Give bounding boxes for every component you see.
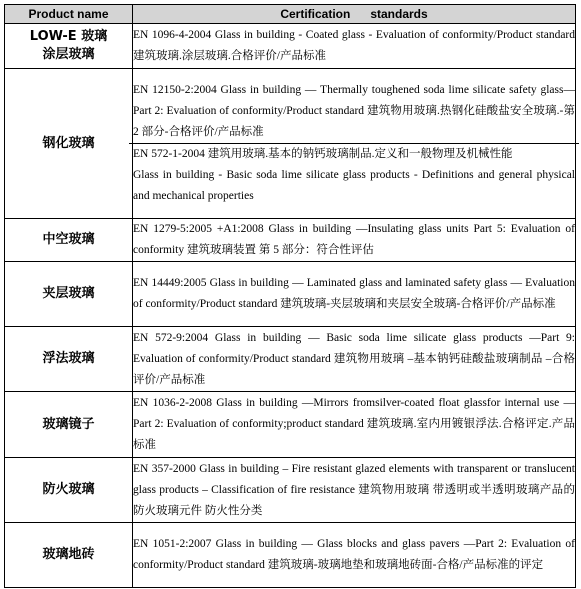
product-glass-floor-tile: 玻璃地砖 [5,523,133,588]
standard-text: EN 1279-5:2005 +A1:2008 Glass in building —Insulating glass units Part 5: Evaluation of conformity 建筑玻璃装置 第 5 部分：符合性评估 [133,223,575,256]
standard-text: EN 1051-2:2007 Glass in building — Glass blocks and glass pavers —Part 2: Evaluation of conformity/Product standard 建筑玻璃-玻璃地垫和玻璃地砖面-合格/产品标准的评定 [133,538,575,571]
certification-standards-header: Certification standards [133,5,576,24]
standard-text: EN 12150-2:2004 Glass in building — Thermally toughened soda lime silicate safety glass—Part 2: Evaluation of conformity/Product standard 建筑物用玻璃.热钢化硅酸盐安全玻璃.-第 2 部分-合格评价/产品标准 [133,84,575,138]
standard-cell [133,458,576,523]
table-row [5,327,576,392]
standard-text: EN 1096-4-2004 Glass in building - Coated glass - Evaluation of conformity/Product standard 建筑玻璃.涂层玻璃.合格评价/产品标准 [133,29,575,62]
table-row [5,69,576,219]
standard-text: EN 14449:2005 Glass in building — Laminated glass and laminated safety glass — Evaluation of conformity/Product standard 建筑玻璃-夹层玻璃和夹层安全玻璃-合格评价/产品标准 [133,277,575,310]
standard-text: EN 572-9:2004 Glass in building — Basic soda lime silicate glass products —Part 9: Evaluation of conformity/Product standard 建筑物用玻璃 –基本钠钙硅酸盐玻璃制品 –合格评价/产品标准 [133,331,575,386]
standard-cell [133,392,576,458]
product-float-glass: 浮法玻璃 [5,327,133,392]
product-glass-mirror: 玻璃镜子 [5,392,133,458]
product-laminated-glass: 夹层玻璃 [5,262,133,327]
standard-cell [133,262,576,327]
table-row [5,219,576,262]
standard-cell [133,69,576,219]
table-row [5,262,576,327]
standard-text: EN 1036-2-2008 Glass in building —Mirrors fromsilver-coated float glassfor internal use —Part 2: Evaluation of conformity;product standard 建筑玻璃.室内用镀银浮法.合格评定.产品标准 [133,397,575,451]
product-fire-resistant-glass: 防火玻璃 [5,458,133,523]
table-row [5,458,576,523]
certification-table [4,4,576,588]
product-tempered-glass: 钢化玻璃 [5,69,133,219]
standard-cell [133,327,576,392]
standard-cell [133,523,576,588]
product-low-e-coated-glass: LOW-E 玻璃 涂层玻璃 [5,24,133,69]
standard-text: EN 357-2000 Glass in building – Fire resistant glazed elements with transparent or translucent glass products – Classification of fire resistance 建筑物用玻璃 带透明或半透明玻璃产品的防火玻璃元件 防火性分类 [133,462,575,517]
product-insulating-glass: 中空玻璃 [5,219,133,262]
product-name-header: Product name [5,5,133,24]
table-row [5,24,576,69]
standard-text: Glass in building - Basic soda lime silicate glass products - Definitions and general physical and mechanical properties [133,169,575,202]
table-row [5,523,576,588]
table-row [5,392,576,458]
standard-cell [133,24,576,69]
standard-text: EN 572-1-2004 建筑用玻璃.基本的钠钙玻璃制品.定义和一般物理及机械性能 [129,143,579,165]
header-row [5,5,576,24]
standard-cell [133,219,576,262]
